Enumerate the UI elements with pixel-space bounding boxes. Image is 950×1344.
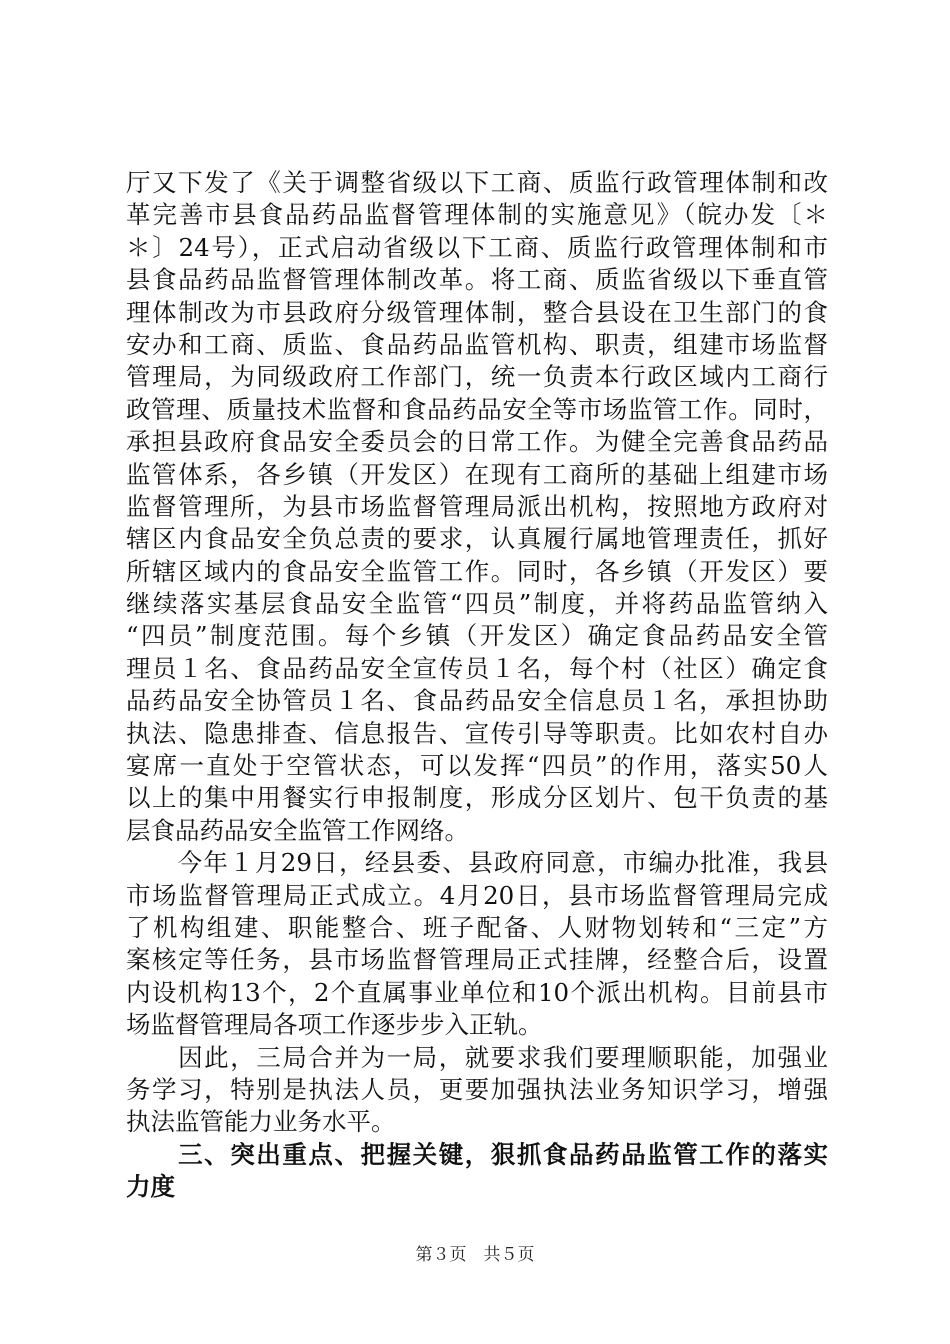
text-line: 市场监督管理局正式成立。4月20日，县市场监督管理局完成 bbox=[126, 880, 828, 910]
text-line: 安办和工商、质监、食品药品监管机构、职责，组建市场监督 bbox=[126, 329, 828, 359]
text-line: 继续落实基层食品安全监管“四员”制度，并将药品监管纳入 bbox=[126, 589, 828, 619]
text-line: 因此，三局合并为一局，就要求我们要理顺职能，加强业 bbox=[126, 1042, 828, 1072]
text-line: 案核定等任务，县市场监督管理局正式挂牌，经整合后，设置 bbox=[126, 945, 828, 975]
text-line: 今年１月29日，经县委、县政府同意，市编办批准，我县 bbox=[126, 848, 828, 878]
text-line: 辖区内食品安全负总责的要求，认真履行属地管理责任，抓好 bbox=[126, 524, 828, 554]
text-line: 宴席一直处于空管状态，可以发挥“四员”的作用，落实50人 bbox=[126, 751, 828, 781]
text-line: 革完善市县食品药品监督管理体制的实施意见》（皖办发〔＊ bbox=[126, 200, 828, 230]
page-footer: 第３页 共５页 bbox=[415, 1245, 535, 1265]
section-heading: 力度 bbox=[126, 1172, 175, 1202]
document-body bbox=[126, 167, 828, 1204]
text-line: 政管理、质量技术监督和食品药品安全等市场监管工作。同时， bbox=[126, 394, 828, 424]
text-line: 县食品药品监督管理体制改革。将工商、质监省级以下垂直管 bbox=[126, 265, 828, 295]
text-line: 监督管理所，为县市场监督管理局派出机构，按照地方政府对 bbox=[126, 491, 828, 521]
text-line: 理员１名、食品药品安全宣传员１名，每个村（社区）确定食 bbox=[126, 653, 828, 683]
text-line: 承担县政府食品安全委员会的日常工作。为健全完善食品药品 bbox=[126, 427, 828, 457]
text-line: 场监督管理局各项工作逐步步入正轨。 bbox=[126, 1010, 543, 1040]
text-line: “四员”制度范围。每个乡镇（开发区）确定食品药品安全管 bbox=[126, 621, 828, 651]
text-line: 以上的集中用餐实行申报制度，形成分区划片、包干负责的基 bbox=[126, 783, 828, 813]
text-line: 监管体系，各乡镇（开发区）在现有工商所的基础上组建市场 bbox=[126, 459, 828, 489]
section-heading: 三、突出重点、把握关键，狠抓食品药品监管工作的落实 bbox=[126, 1139, 828, 1169]
text-line: 管理局，为同级政府工作部门，统一负责本行政区域内工商行 bbox=[126, 362, 828, 392]
text-line: 理体制改为市县政府分级管理体制，整合县设在卫生部门的食 bbox=[126, 297, 828, 327]
text-line: 内设机构13个，2个直属事业单位和10个派出机构。目前县市 bbox=[126, 977, 828, 1007]
text-line: 厅又下发了《关于调整省级以下工商、质监行政管理体制和改 bbox=[126, 168, 828, 197]
text-line: ＊〕24号），正式启动省级以下工商、质监行政管理体制和市 bbox=[126, 232, 828, 262]
text-line: 执法监管能力业务水平。 bbox=[126, 1107, 396, 1137]
text-line: 执法、隐患排查、信息报告、宣传引导等职责。比如农村自办 bbox=[126, 718, 828, 748]
text-line: 所辖区域内的食品安全监管工作。同时，各乡镇（开发区）要 bbox=[126, 556, 828, 586]
text-line: 务学习，特别是执法人员，更要加强执法业务知识学习，增强 bbox=[126, 1074, 828, 1104]
text-line: 层食品药品安全监管工作网络。 bbox=[126, 815, 469, 845]
text-line: 了机构组建、职能整合、班子配备、人财物划转和“三定”方 bbox=[126, 912, 828, 942]
text-line: 品药品安全协管员１名、食品药品安全信息员１名，承担协助 bbox=[126, 686, 828, 716]
